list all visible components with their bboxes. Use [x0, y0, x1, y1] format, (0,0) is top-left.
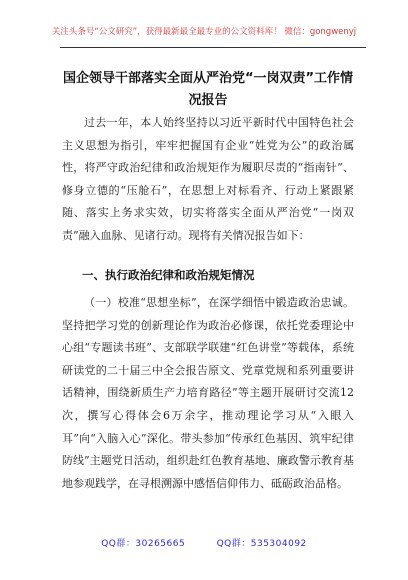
section-heading: 一、执行政治纪律和政治规矩情况 — [82, 268, 255, 282]
qq-group-2: QQ群：535304092 — [216, 539, 307, 549]
intro-paragraph: 过去一年，本人始终坚持以习近平新时代中国特色社会主义思想为指引，牢牢把握国有企业“姓党为公”的政治属性，将严守政治纪律和政治规矩作为履职尽责的“指南针”、修身立德的“压舱石”，在思想上对标看齐、行动上紧跟紧随、落实上务求实效，切实将落实全面从严治党“一岗双责”融入血脉、见诸行动。现将有关情况报告如下： — [62, 116, 354, 242]
document-title: 国企领导干部落实全面从严治党“一岗双责”工作情况报告 — [62, 71, 354, 108]
header-note: 关注头条号“公文研究”，获得最新最全最专业的公文资料库！ 微信：gongwenyj — [51, 27, 357, 37]
header-divider — [60, 47, 366, 48]
footer-contact — [0, 536, 408, 549]
qq-group-1: QQ群：30265665 — [101, 539, 186, 549]
body-paragraph: （一）校准“思想坐标”，在深学细悟中锻造政治忠诚。坚持把学习党的创新理论作为政治必修课，依托党委理论中心组“专题读书班”、支部联学联建“红色讲堂”等载体，系统研读党的二十届三中全会报告原文、党章党规和系列重要讲话精神，围绕新质生产力培育路径”等主题开展研讨交流12次，撰写心得体会6万余字，推动理论学习从“入眼入耳”向“入脑入心”深化。带头参加“传承红色基因、筑牢纪律防线”主题党日活动，组织赴红色教育基地、廉政警示教育基地参观践学，在寻根溯源中感悟信仰伟力、砥砺政治品格。 — [62, 296, 354, 490]
